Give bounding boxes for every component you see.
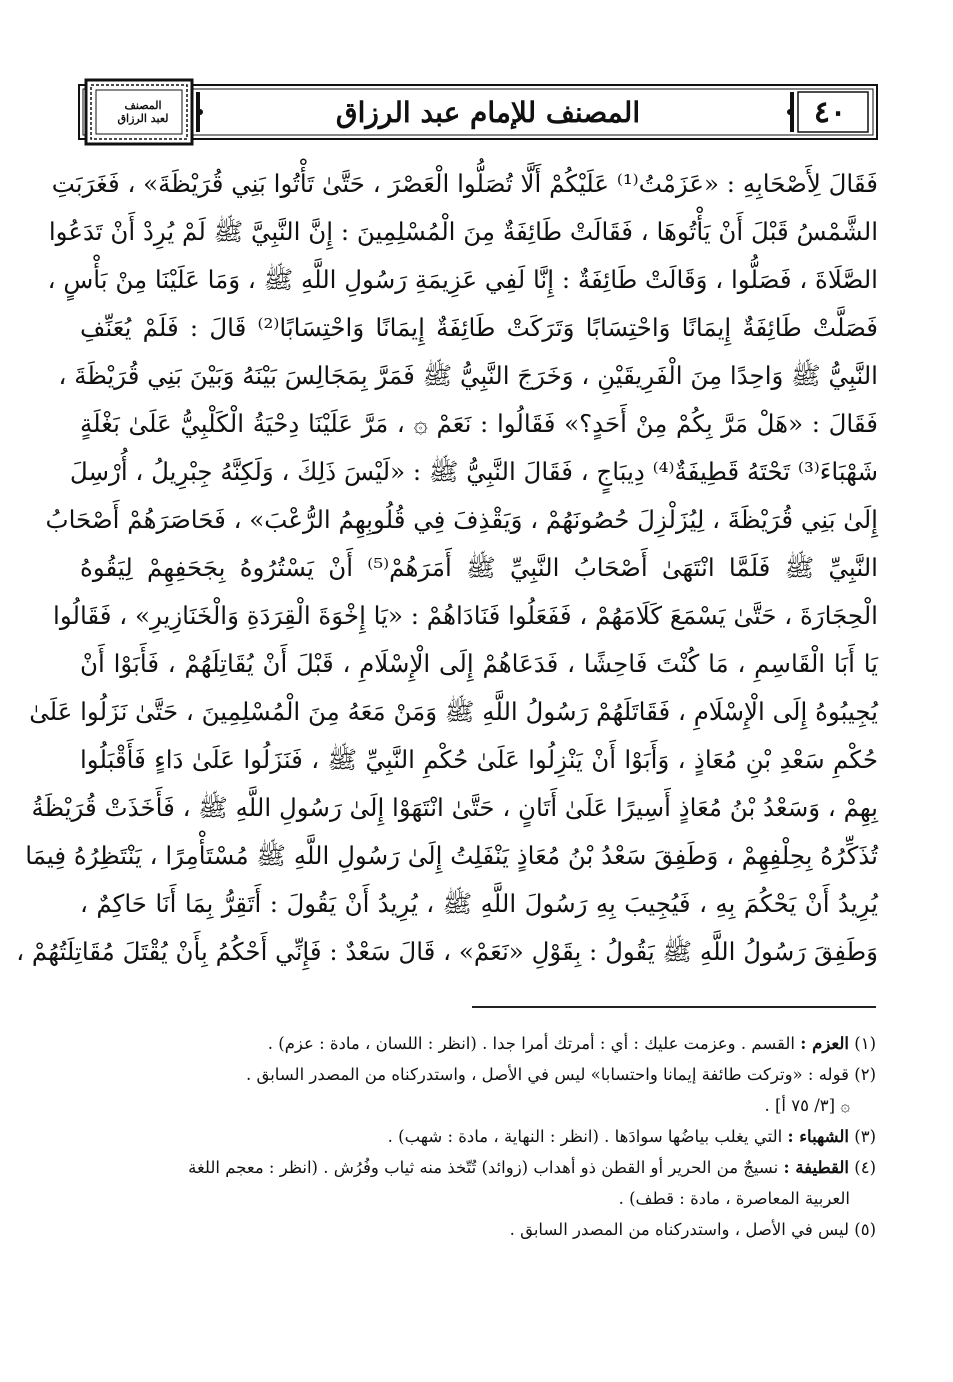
footnote-term: القطيفة :: [783, 1158, 849, 1177]
footnote-number: (١): [854, 1034, 876, 1053]
footnote-4: [80, 1152, 876, 1183]
text-line: يَا أَبَا الْقَاسِمِ ، مَا كُنْتَ فَاحِشًا ، فَدَعَاهُمْ إِلَى الْإِسْلَامِ ، قَبْلَ أَنْ يُقَاتِلَهُمْ ، فَأَبَوْا أَنْ: [80, 649, 878, 678]
text-line: يُرِيدُ أَنْ يَحْكُمَ بِهِ ، فَيُجِيبَ بِهِ رَسُولَ اللَّهِ ﷺ ، يُرِيدُ أَنْ يَقُولَ : أَتَقِرُّ بِمَا أَنَا حَاكِمٌ ،: [80, 889, 878, 918]
footnote-text: نسيجٌ من الحرير أو القطن ذو أهداب (زوائد) تُتّخذ منه ثياب وفُرُش . (انظر : معجم اللغة: [188, 1158, 779, 1177]
footnote-term: الشهباء :: [787, 1127, 849, 1146]
text-line: النَّبِيُّ ﷺ وَاحِدًا مِنَ الْفَرِيقَيْنِ ، وَخَرَجَ النَّبِيُّ ﷺ فَمَرَّ بِمَجَالِسَ بَيْنَهُ وَبَيْنَ بَنِي قُرَيْظَةَ ،: [58, 361, 878, 390]
text-line: تُذَكِّرُهُ بِحِلْفِهِمْ ، وَطَفِقَ سَعْدُ بْنُ مُعَاذٍ يَنْفَلِتُ إِلَىٰ رَسُولِ اللَّهِ ﷺ مُسْتَأْمِرًا ، يَنْتَظِرُهُ فِيمَا: [25, 841, 878, 870]
text-line: الشَّمْسُ قَبْلَ أَنْ يَأْتُوهَا ، فَقَالَتْ طَائِفَةٌ مِنَ الْمُسْلِمِينَ : إِنَّ النَّبِيَّ ﷺ لَمْ يُرِدْ أَنْ تَدَعُوا: [48, 217, 878, 246]
footnote-text: قوله : «وتركت طائفة إيمانا واحتسابا» ليس في الأصل ، واستدركناه من المصدر السابق .: [245, 1065, 849, 1084]
footnote-term: العزم :: [800, 1034, 849, 1053]
text-line: بِهِمْ ، وَسَعْدُ بْنُ مُعَاذٍ أَسِيرًا عَلَىٰ أَتَانٍ ، حَتَّىٰ انْتَهَوْا إِلَىٰ رَسُولِ اللَّهِ ﷺ ، فَأَخَذَتْ قُرَيْظَةُ: [31, 793, 878, 822]
text-line: الْحِجَارَةَ ، حَتَّىٰ يَسْمَعَ كَلَامَهُمْ ، فَفَعَلُوا فَنَادَاهُمْ : «يَا إِخْوَةَ الْقِرَدَةِ وَالْخَنَازِيرِ» ، فَقَالُوا: [53, 601, 878, 630]
footnote-2: [80, 1059, 876, 1090]
title-emblem: [84, 78, 194, 146]
footnote-number: (٢): [854, 1065, 876, 1084]
text-line: الصَّلَاةَ ، فَصَلُّوا ، وَقَالَتْ طَائِفَةٌ : إِنَّا لَفِي عَزِيمَةِ رَسُولِ اللَّهِ ﷺ ، وَمَا عَلَيْنَا مِنْ بَأْسٍ ،: [47, 265, 878, 294]
text-line: فَصَلَّتْ طَائِفَةٌ إِيمَانًا وَاحْتِسَابًا وَتَرَكَتْ طَائِفَةٌ إِيمَانًا وَاحْتِسَابًا⁽²⁾ قَالَ : فَلَمْ يُعَنِّفِ: [80, 313, 879, 342]
footnote-3: [80, 1121, 876, 1152]
text-line: فَقَالَ : «هَلْ مَرَّ بِكُمْ مِنْ أَحَدٍ؟» فَقَالُوا : نَعَمْ ۞ ، مَرَّ عَلَيْنَا دِحْيَةُ الْكَلْبِيُّ عَلَىٰ بَغْلَةٍ: [80, 409, 878, 438]
text-line: وَطَفِقَ رَسُولُ اللَّهِ ﷺ يَقُولُ : بِقَوْلِ «نَعَمْ» ، قَالَ سَعْدٌ : فَإِنِّي أَحْكُمُ بِأَنْ يُقْتَلَ مُقَاتِلَتُهُمْ ،: [16, 937, 878, 966]
hadith-body: [16, 160, 879, 976]
footnote-1: [80, 1028, 876, 1059]
emblem-text: [94, 88, 192, 136]
footnote-number: (٥): [854, 1220, 876, 1239]
book-title: المصنف للإمام عبد الرزاق: [335, 95, 641, 129]
footnote-text: ۞ [٣/ ٧٥ أ] .: [764, 1096, 850, 1115]
emblem-line-2: لعبد الرزاق: [117, 112, 169, 125]
footnote-text: العربية المعاصرة ، مادة : قطف) .: [618, 1189, 850, 1208]
footnote-text: القسم . وعزمت عليك : أي : أمرتك أمرا جدا . (انظر : اللسان ، مادة : عزم) .: [267, 1034, 796, 1053]
footnote-number: (٤): [854, 1158, 876, 1177]
footnotes: [80, 1028, 876, 1245]
emblem-line-1: المصنف: [124, 99, 162, 112]
footnote-number: (٣): [854, 1127, 876, 1146]
text-line: النَّبِيِّ ﷺ فَلَمَّا انْتَهَىٰ أَصْحَابُ النَّبِيِّ ﷺ أَمَرَهُمْ⁽⁵⁾ أَنْ يَسْتُرُوهُ بِجَحَفِهِمْ لِيَقُوهُ: [80, 553, 878, 582]
footnote-text: التي يغلب بياضُها سوادَها . (انظر : النهاية ، مادة : شهب) .: [387, 1127, 783, 1146]
footnote-page-marker: [80, 1090, 876, 1121]
text-line: حُكْمِ سَعْدِ بْنِ مُعَاذٍ ، وَأَبَوْا أَنْ يَنْزِلُوا عَلَىٰ حُكْمِ النَّبِيِّ ﷺ ، فَنَزَلُوا عَلَىٰ دَاءٍ فَأَقْبَلُوا: [80, 745, 878, 774]
footnote-4-continued: [80, 1183, 876, 1214]
page-number: ٤٠: [813, 94, 847, 130]
footnote-text: ليس في الأصل ، واستدركناه من المصدر السابق .: [509, 1220, 849, 1239]
text-line: إِلَىٰ بَنِي قُرَيْظَةَ ، لِيُزَلْزِلَ حُصُونَهُمْ ، وَيَقْذِفَ فِي قُلُوبِهِمُ الرُّعْبَ» ، فَحَاصَرَهُمْ أَصْحَابُ: [45, 505, 878, 534]
text-line: فَقَالَ لِأَصْحَابِهِ : «عَزَمْتُ⁽¹⁾ عَلَيْكُمْ أَلَّا تُصَلُّوا الْعَصْرَ ، حَتَّىٰ تَأْتُوا بَنِي قُرَيْظَةَ» ، فَغَرَبَتِ: [51, 169, 878, 198]
text-line: يُجِيبُوهُ إِلَى الْإِسْلَامِ ، فَقَاتَلَهُمْ رَسُولُ اللَّهِ ﷺ وَمَنْ مَعَهُ مِنَ الْمُسْلِمِينَ ، حَتَّىٰ نَزَلُوا عَلَىٰ: [29, 697, 878, 726]
footnote-separator: [472, 1006, 876, 1008]
footnote-5: [80, 1214, 876, 1245]
page-header: [78, 78, 878, 146]
text-line: شَهْبَاءَ⁽³⁾ تَحْتَهُ قَطِيفَةٌ⁽⁴⁾ دِيبَاجٍ ، فَقَالَ النَّبِيُّ ﷺ : «لَيْسَ ذَلِكَ ، وَلَكِنَّهُ جِبْرِيلُ ، أُرْسِلَ: [69, 457, 878, 486]
